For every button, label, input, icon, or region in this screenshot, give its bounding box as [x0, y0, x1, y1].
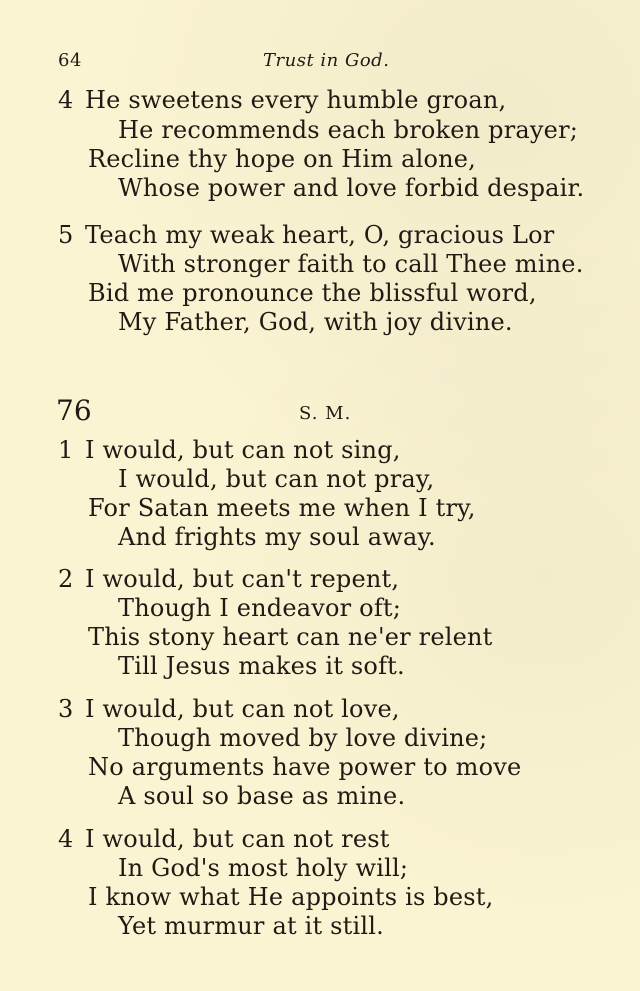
hymn-76-verse-1-line-2: I would, but can not pray,: [118, 465, 435, 493]
hymn-meter: S. M.: [299, 403, 352, 424]
verse-number: 4: [58, 825, 74, 853]
verse-4-line-2: He recommends each broken prayer;: [118, 116, 579, 144]
verse-5-line-2: With stronger faith to call Thee mine.: [118, 250, 584, 278]
hymn-76-verse-2-line-3: This stony heart can ne'er relent: [88, 623, 493, 651]
hymn-76-verse-1-line-3: For Satan meets me when I try,: [88, 494, 476, 522]
verse-number: 2: [58, 565, 74, 593]
hymn-76-verse-1-line-4: And frights my soul away.: [118, 523, 436, 551]
verse-number: 5: [58, 221, 74, 249]
verse-5-line-4: My Father, God, with joy divine.: [118, 308, 513, 336]
hymn-76-verse-4-line-2: In God's most holy will;: [118, 854, 409, 882]
verse-number: 4: [58, 86, 74, 114]
hymn-76-verse-2-line-1: [58, 567, 399, 591]
verse-5-line-1: [58, 223, 554, 247]
hymn-76-verse-4-line-1: [58, 827, 390, 851]
hymn-76-verse-3-line-4: A soul so base as mine.: [118, 782, 406, 810]
verse-4-line-1: [58, 88, 506, 112]
verse-5-line-3: Bid me pronounce the blissful word,: [88, 279, 537, 307]
verse-number: 1: [58, 436, 74, 464]
running-title: Trust in God.: [263, 50, 390, 71]
hymn-76-verse-2-line-4: Till Jesus makes it soft.: [118, 652, 405, 680]
hymn-76-verse-3-line-2: Though moved by love divine;: [118, 724, 488, 752]
hymn-76-verse-3-line-1: [58, 697, 400, 721]
hymn-76-verse-1-line-1: [58, 438, 401, 462]
hymn-76-verse-2-line-2: Though I endeavor oft;: [118, 594, 402, 622]
verse-4-line-3: Recline thy hope on Him alone,: [88, 145, 476, 173]
verse-text: I would, but can not rest: [85, 825, 390, 853]
verse-number: 3: [58, 695, 74, 723]
verse-text: He sweetens every humble groan,: [85, 86, 507, 114]
verse-text: I would, but can not sing,: [85, 436, 401, 464]
hymn-76-verse-4-line-3: I know what He appoints is best,: [88, 883, 494, 911]
page-number: 64: [58, 50, 82, 71]
verse-text: Teach my weak heart, O, gracious Lor: [85, 221, 555, 249]
hymn-number: 76: [56, 394, 92, 427]
verse-4-line-4: Whose power and love forbid despair.: [118, 174, 585, 202]
hymn-76-verse-4-line-4: Yet murmur at it still.: [118, 912, 384, 940]
verse-text: I would, but can not love,: [85, 695, 400, 723]
verse-text: I would, but can't repent,: [85, 565, 400, 593]
page-header: [58, 50, 418, 74]
hymn-76-verse-3-line-3: No arguments have power to move: [88, 753, 522, 781]
